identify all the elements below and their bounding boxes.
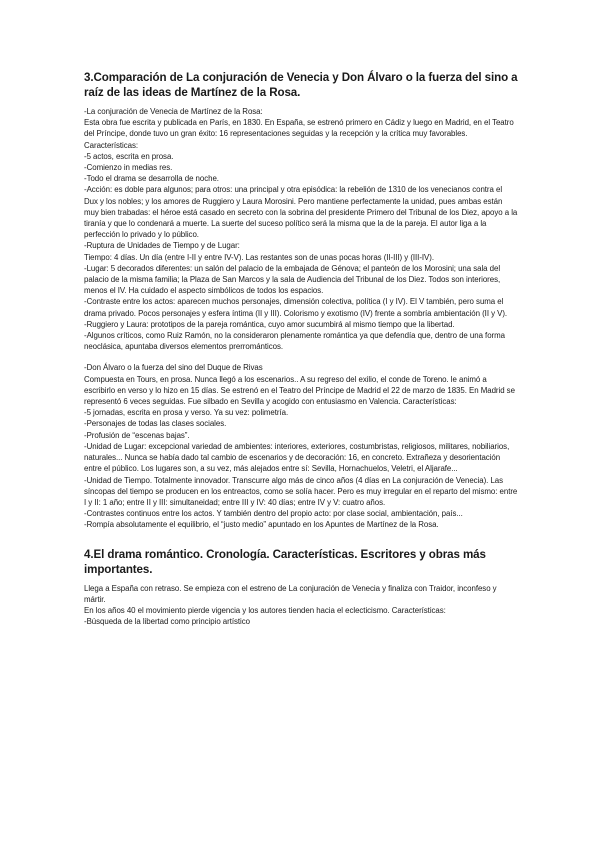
paragraph: -Ruggiero y Laura: prototipos de la pareja romántica, cuyo amor sucumbirá al mismo tiempo que la libertad.: [84, 319, 455, 329]
paragraph: -La conjuración de Venecia de Martínez de la Rosa:: [84, 107, 263, 116]
paragraph: Tiempo: 4 días. Un día (entre I-II y entre IV-V). Las restantes son de unas pocas horas (II-III) y (III-IV).: [84, 252, 434, 262]
paragraph: -Profusión de “escenas bajas”.: [84, 430, 190, 440]
paragraph: -5 actos, escrita en prosa.: [84, 151, 174, 161]
paragraph: -Comienzo in medias res.: [84, 163, 173, 173]
section-4-heading: 4.El drama romántico. Cronología. Características. Escritores y obras más importantes.: [84, 547, 486, 576]
paragraph: -Contrastes continuos entre los actos. Y también dentro del propio acto: por clase social, ambientación, país...: [84, 509, 463, 519]
spacer: [84, 352, 518, 362]
paragraph: Esta obra fue escrita y publicada en París, en 1830. En España, se estrenó primero en Cádiz y luego en Madrid, en el Teatro del Príncipe, donde tuvo un gran éxito: 16 representaciones seguidas y la recepción y la crítica muy favorables. Características:: [84, 118, 514, 150]
section-3-heading: 3.Comparación de La conjuración de Venecia y Don Álvaro o la fuerza del sino a raíz de las ideas de Martínez de la Rosa.: [84, 71, 518, 99]
paragraph: -Don Álvaro o la fuerza del sino del Duque de Rivas: [84, 363, 263, 373]
paragraph: -Lugar: 5 decorados diferentes: un salón del palacio de la embajada de Génova; el panteón de los Morosini; una sala del palacio de la misma familia; la Plaza de San Marcos y la sala de Audiencia del Tribunal de los Diez. Todos son interiores, menos el IV. Ha cuidado el aspecto simbólicos de todos los espacios.: [84, 263, 501, 296]
paragraph: -5 jornadas, escrita en prosa y verso. Ya su vez: polimetría.: [84, 408, 289, 418]
paragraph: -Acción: es doble para algunos; para otros: una principal y otra episódica: la rebelión de 1310 de los venecianos contra el Dux y los nobles; y los amores de Ruggiero y Laura Morosini. Pero mantiene perfectamente la unidad, pues ambas están muy bien trabadas: el héroe está casado en secreto con la sobrina del presidente Primero del Tribunal de los Diez, apoyo a la tiranía y que lo condenará a muerte. La suerte del suceso político será la misma que la de la pareja. El autor liga a la perfección lo privado y lo público.: [84, 185, 518, 240]
paragraph: Llega a España con retraso. Se empieza con el estreno de La conjuración de Venecia y finaliza con Traidor, inconfeso y mártir.: [84, 583, 497, 604]
paragraph: -Rompía absolutamente el equilibrio, el “justo medio” apuntado en los Apuntes de Martínez de la Rosa.: [84, 520, 439, 530]
paragraph: -Búsqueda de la libertad como principio artístico: [84, 617, 250, 627]
paragraph: -Todo el drama se desarrolla de noche.: [84, 174, 219, 184]
paragraph: Compuesta en Tours, en prosa. Nunca llegó a los escenarios.. A su regreso del exilio, el conde de Toreno. le animó a escribirlo en verso y lo hizo en 15 días. Se estrenó en el Teatro del Príncipe de Madrid el 22 de marzo de 1835. En Madrid se representó 6 veces seguidas. Fue silbado en Sevilla y acogido con entusiasmo en Valencia. Características:: [84, 374, 515, 407]
paragraph: -Ruptura de Unidades de Tiempo y de Lugar:: [84, 241, 240, 251]
paragraph: -Algunos críticos, como Ruiz Ramón, no la consideraron plenamente romántica ya que defendía que, dentro de una forma neoclásica, apuntaba diversos elementos prerrománticos.: [84, 331, 505, 352]
paragraph: -Personajes de todas las clases sociales.: [84, 419, 227, 429]
paragraph: -Unidad de Tiempo. Totalmente innovador. Transcurre algo más de cinco años (4 días en La conjuración de Venecia). Las síncopas del tiempo se producen en los entreactos, como se solía hacer. Pero es muy irregular en el reparto del mismo: entre I y II: 1 año; entre II y III: simultaneidad; entre III y IV: 40 días; entre IV y V: cuatro años.: [84, 475, 518, 507]
paragraph: -Contraste entre los actos: aparecen muchos personajes, dimensión colectiva, política (I y IV). El V también, pero suma el drama privado. Pocos personajes y esfera íntima (II y III). Colorismo y exotismo (IV) frente a sombría ambientación (II y V).: [84, 297, 508, 318]
paragraph: En los años 40 el movimiento pierde vigencia y los autores tienden hacia el eclecticismo. Características:: [84, 605, 446, 615]
document-page: [84, 70, 518, 627]
paragraph: -Unidad de Lugar: excepcional variedad de ambientes: interiores, exteriores, costumbristas, religiosos, militares, nobiliarios, naturales... Nunca se había dado tal cambio de escenarios y de decoración: 16, en concreto. Extrañeza y desorientación entre el público. Los lugares son, a su vez, más alejados entre sí: Sevilla, Hornachuelos, Veletri, el Aljarafe...: [84, 441, 510, 474]
